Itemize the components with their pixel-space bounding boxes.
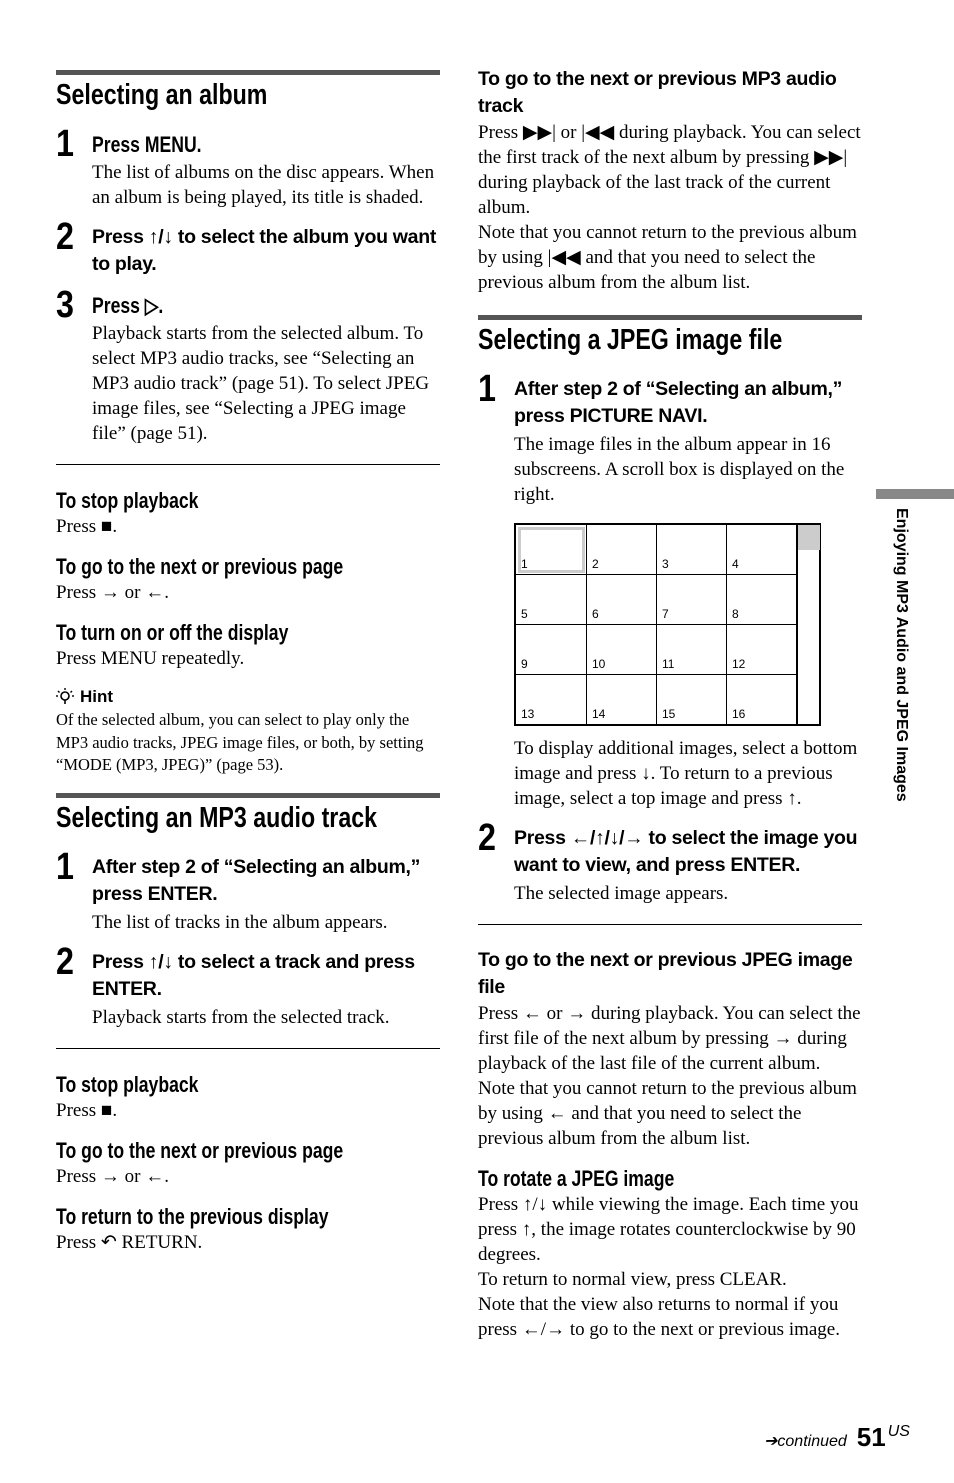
mp3-sub-2 bbox=[56, 1137, 440, 1189]
step-number: 2 bbox=[478, 817, 496, 859]
step-body: The selected image appears. bbox=[514, 883, 729, 904]
section-rule bbox=[478, 315, 862, 320]
picture-navi-screen bbox=[514, 523, 821, 726]
hint-heading bbox=[56, 687, 440, 707]
album-step-2 bbox=[56, 216, 440, 278]
subscreen-cell[interactable]: 4 bbox=[727, 525, 797, 575]
step-number: 1 bbox=[478, 368, 496, 410]
subscreen-cell[interactable]: 12 bbox=[727, 625, 797, 675]
subscreen-cell[interactable]: 13 bbox=[516, 675, 587, 724]
left-column bbox=[56, 70, 440, 1255]
subscreen-cell[interactable]: 9 bbox=[516, 625, 587, 675]
sub-heading: To turn on or off the display bbox=[56, 620, 289, 645]
mp3-sub-3 bbox=[56, 1203, 440, 1255]
step-body: The image files in the album appear in 16 subscreens. A scroll box is displayed on the right. bbox=[514, 434, 845, 505]
step-heading: Press ←/↑/↓/→ to select the image you want to view, and press ENTER. bbox=[514, 827, 858, 876]
subscreen-cell[interactable]: 3 bbox=[657, 525, 727, 575]
sub-heading: To go to the next or previous MP3 audio track bbox=[478, 68, 837, 117]
sub-body: To return to normal view, press CLEAR. bbox=[478, 1269, 787, 1290]
subscreen-cell[interactable]: 5 bbox=[516, 575, 587, 625]
step-heading: After step 2 of “Selecting an album,” press ENTER. bbox=[92, 855, 421, 905]
rotate-block bbox=[478, 1165, 862, 1342]
subscreen-cell[interactable]: 1 bbox=[516, 525, 587, 575]
sub-body: Press ■. bbox=[56, 1099, 118, 1121]
section-title-album: Selecting an album bbox=[56, 79, 268, 111]
jpeg-step-1 bbox=[478, 368, 862, 811]
sub-body: Press ■. bbox=[56, 516, 118, 537]
jpeg-next-block bbox=[478, 947, 862, 1151]
step-number: 2 bbox=[56, 216, 74, 258]
step-body: Playback starts from the selected album. To select MP3 audio tracks, see “Selecting an MP3 audio track” (page 51). To select JPEG image files, see “Selecting a JPEG image file” (page 51). bbox=[92, 323, 430, 444]
step-body: The list of tracks in the album appears. bbox=[92, 911, 388, 933]
step-body: Playback starts from the selected track. bbox=[92, 1006, 390, 1028]
subscreen-grid bbox=[516, 525, 797, 724]
sub-heading: To go to the next or previous page bbox=[56, 1137, 344, 1163]
chapter-tab-label: Enjoying MP3 Audio and JPEG Images bbox=[893, 508, 910, 802]
subscreen-cell[interactable]: 15 bbox=[657, 675, 727, 724]
subscreen-cell[interactable]: 6 bbox=[587, 575, 657, 625]
step-number: 1 bbox=[56, 845, 74, 888]
mp3-step-2 bbox=[56, 940, 440, 1030]
hint-body: Of the selected album, you can select to play only the MP3 audio tracks, JPEG image files, or both, by setting “MODE (MP3, JPEG)” (page 53). bbox=[56, 710, 424, 774]
sub-body: Press MENU repeatedly. bbox=[56, 648, 245, 669]
step-heading: Press ↑/↓ to select a track and press ENTER. bbox=[92, 950, 415, 1000]
subscreen-cell[interactable]: 14 bbox=[587, 675, 657, 724]
continued-label: ➔continued bbox=[764, 1433, 847, 1450]
section-rule bbox=[56, 793, 440, 798]
album-step-3 bbox=[56, 284, 440, 446]
sub-heading: To stop playback bbox=[56, 488, 199, 513]
subscreen-cell[interactable]: 7 bbox=[657, 575, 727, 625]
region-suffix: US bbox=[887, 1423, 910, 1440]
step-heading: After step 2 of “Selecting an album,” press PICTURE NAVI. bbox=[514, 378, 843, 427]
subscreen-cell[interactable]: 8 bbox=[727, 575, 797, 625]
step-body: To display additional images, select a bottom image and press ↓. To return to a previous image, select a top image and press ↑. bbox=[514, 738, 858, 809]
step-heading: Press ▷. bbox=[92, 293, 164, 318]
lightbulb-icon bbox=[56, 688, 74, 706]
sub-body: Note that the view also returns to normal if you press ←/→ to go to the next or previous image. bbox=[478, 1294, 840, 1340]
page-footer bbox=[764, 1422, 910, 1453]
step-number: 2 bbox=[56, 940, 74, 983]
step-number: 3 bbox=[56, 284, 74, 326]
album-sub-1 bbox=[56, 487, 440, 539]
scroll-box[interactable] bbox=[797, 525, 820, 724]
sub-body: Press ← or → during playback. You can select the first file of the next album by pressing → during playback of the last file of the current album. bbox=[478, 1003, 861, 1074]
step-body: The list of albums on the disc appears. When an album is being played, its title is shaded. bbox=[92, 162, 435, 208]
album-sub-3 bbox=[56, 619, 440, 671]
mp3-step-1 bbox=[56, 845, 440, 935]
hint-label: Hint bbox=[80, 687, 114, 706]
chapter-tab-bar bbox=[876, 489, 954, 499]
right-column bbox=[478, 66, 862, 1342]
sub-body: Press ↶ RETURN. bbox=[56, 1231, 203, 1253]
scroll-thumb[interactable] bbox=[798, 525, 820, 550]
sub-body: Press ▶▶| or |◀◀ during playback. You can select the first track of the next album by pressing ▶▶| during playback of the last track of the current album. bbox=[478, 122, 861, 218]
divider bbox=[56, 464, 440, 465]
mp3-next-block bbox=[478, 66, 862, 295]
step-heading: Press MENU. bbox=[92, 132, 202, 157]
step-heading: Press ↑/↓ to select the album you want to play. bbox=[92, 226, 437, 275]
sub-body: Note that you cannot return to the previous album by using |◀◀ and that you need to select the previous album from the album list. bbox=[478, 222, 857, 293]
sub-heading: To go to the next or previous JPEG image file bbox=[478, 949, 853, 998]
sub-body: Press ↑/↓ while viewing the image. Each time you press ↑, the image rotates counterclockwise by 90 degrees. bbox=[478, 1194, 859, 1265]
sub-body: Note that you cannot return to the previous album by using ← and that you need to select the previous album from the album list. bbox=[478, 1078, 857, 1149]
section-rule bbox=[56, 70, 440, 75]
section-title-jpeg: Selecting a JPEG image file bbox=[478, 324, 783, 356]
jpeg-step-2 bbox=[478, 817, 862, 906]
subscreen-cell[interactable]: 2 bbox=[587, 525, 657, 575]
divider bbox=[56, 1048, 440, 1049]
sub-body: Press → or ←. bbox=[56, 582, 169, 603]
sub-heading: To rotate a JPEG image bbox=[478, 1166, 675, 1191]
sub-heading: To go to the next or previous page bbox=[56, 554, 344, 579]
subscreen-cell[interactable]: 11 bbox=[657, 625, 727, 675]
section-title-mp3: Selecting an MP3 audio track bbox=[56, 801, 378, 834]
subscreen-cell[interactable]: 16 bbox=[727, 675, 797, 724]
subscreen-cell[interactable]: 10 bbox=[587, 625, 657, 675]
album-sub-2 bbox=[56, 553, 440, 605]
album-step-1 bbox=[56, 123, 440, 210]
sub-body: Press → or ←. bbox=[56, 1165, 169, 1187]
page-number: 51 bbox=[856, 1422, 886, 1452]
step-number: 1 bbox=[56, 123, 74, 165]
mp3-sub-1 bbox=[56, 1071, 440, 1123]
divider bbox=[478, 924, 862, 925]
sub-heading: To return to the previous display bbox=[56, 1203, 329, 1229]
sub-heading: To stop playback bbox=[56, 1071, 199, 1097]
